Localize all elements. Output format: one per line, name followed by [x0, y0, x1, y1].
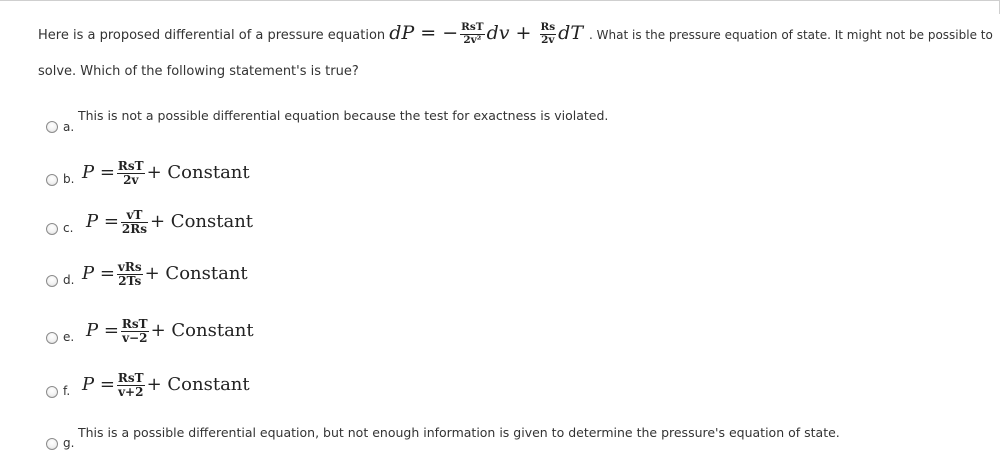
option-a-radio[interactable] [46, 121, 58, 133]
eq-fraction-1 [460, 22, 484, 45]
option-d-letter: d. [63, 273, 75, 287]
option-e-tail: + Constant [150, 320, 254, 342]
option-d-den: 2Ts [118, 273, 142, 288]
option-c-num: vT [121, 209, 148, 223]
option-b-formula [82, 160, 250, 186]
eq-f1-num: RsT [461, 21, 484, 34]
option-e-lhs: P = [86, 320, 119, 342]
option-e-letter: e. [63, 330, 75, 344]
eq-lhs: dP = [389, 22, 437, 44]
question-equation [389, 22, 589, 44]
option-f-fraction [117, 372, 145, 398]
question-frame-border [0, 0, 1000, 14]
option-b-num: RsT [117, 159, 144, 173]
eq-fraction-2 [540, 22, 557, 45]
option-c-lhs: P = [86, 211, 119, 233]
option-c-radio[interactable] [46, 223, 58, 235]
eq-f2-num: Rs [540, 21, 556, 34]
option-f[interactable] [44, 372, 984, 402]
option-b-tail: + Constant [146, 162, 250, 184]
option-c[interactable] [44, 209, 984, 239]
option-f-den: v+2 [118, 384, 144, 399]
option-d[interactable] [44, 261, 984, 291]
question-intro: Here is a proposed differential of a pressure equation [38, 28, 386, 43]
option-b-radio[interactable] [46, 174, 58, 186]
eq-dT: dT [558, 22, 583, 44]
option-f-tail: + Constant [146, 374, 250, 396]
option-g[interactable] [44, 424, 984, 454]
option-f-formula [82, 372, 250, 398]
option-b-den: 2v [123, 172, 139, 187]
option-c-letter: c. [63, 221, 74, 235]
option-a-text: This is not a possible differential equation because the test for exactness is violated. [78, 108, 609, 123]
option-d-lhs: P = [82, 263, 115, 285]
option-d-radio[interactable] [46, 275, 58, 287]
option-b[interactable] [44, 160, 984, 190]
option-f-num: RsT [117, 371, 144, 385]
question-outro: . What is the pressure equation of state. It might not be possible to [589, 28, 993, 42]
option-b-letter: b. [63, 172, 75, 186]
option-e-radio[interactable] [46, 332, 58, 344]
option-c-fraction [121, 209, 148, 235]
option-f-letter: f. [63, 384, 71, 398]
option-b-lhs: P = [82, 162, 115, 184]
option-e-fraction [121, 318, 149, 344]
option-e-den: v−2 [122, 330, 148, 345]
option-g-radio[interactable] [46, 438, 58, 450]
option-c-den: 2Rs [121, 221, 147, 236]
eq-dv: dv + [486, 22, 532, 44]
option-e-formula [86, 318, 254, 344]
option-d-num: vRs [117, 260, 142, 274]
option-b-fraction [117, 160, 145, 186]
option-d-formula [82, 261, 248, 287]
option-c-formula [86, 209, 253, 235]
option-e[interactable] [44, 318, 984, 348]
option-g-text: This is a possible differential equation, but not enough information is given to determine the pressure's equation of state. [78, 425, 840, 440]
option-d-tail: + Constant [144, 263, 248, 285]
option-f-lhs: P = [82, 374, 115, 396]
option-f-radio[interactable] [46, 386, 58, 398]
option-a-letter: a. [63, 120, 75, 134]
question-line-1 [38, 22, 993, 46]
option-e-num: RsT [121, 317, 148, 331]
option-d-fraction [117, 261, 143, 287]
option-a[interactable] [44, 108, 984, 138]
option-g-letter: g. [63, 436, 75, 450]
question-line-2: solve. Which of the following statement's is true? [38, 64, 359, 79]
eq-f1-den: 2v² [463, 33, 482, 46]
option-c-tail: + Constant [150, 211, 254, 233]
eq-f2-den: 2v [541, 33, 555, 46]
eq-minus: − [442, 22, 459, 44]
